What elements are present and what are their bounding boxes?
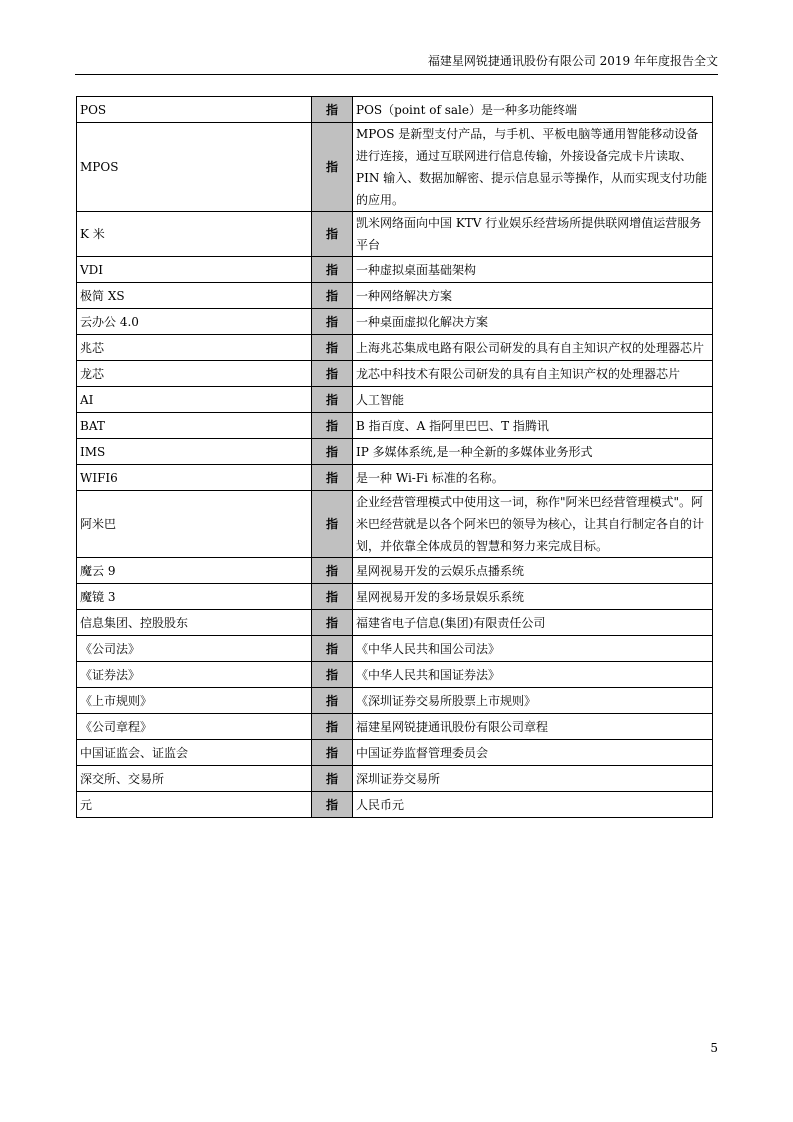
ref-cell: 指	[312, 335, 353, 361]
ref-cell: 指	[312, 387, 353, 413]
term-cell: 阿米巴	[77, 491, 312, 558]
page-number: 5	[710, 1041, 718, 1055]
table-row	[77, 309, 713, 335]
definition-cell: 一种桌面虚拟化解决方案	[353, 309, 713, 335]
term-cell: 《证券法》	[77, 662, 312, 688]
term-cell: 云办公 4.0	[77, 309, 312, 335]
term-cell: BAT	[77, 413, 312, 439]
term-cell: 中国证监会、证监会	[77, 740, 312, 766]
definition-cell: 一种网络解决方案	[353, 283, 713, 309]
term-cell: AI	[77, 387, 312, 413]
definition-cell: 人民币元	[353, 792, 713, 818]
table-row	[77, 465, 713, 491]
term-cell: 《公司法》	[77, 636, 312, 662]
definition-cell: 企业经营管理模式中使用这一词，称作"阿米巴经营管理模式"。阿米巴经营就是以各个阿米巴的领导为核心，让其自行制定各自的计划，并依靠全体成员的智慧和努力来完成目标。	[353, 491, 713, 558]
definition-cell: 凯米网络面向中国 KTV 行业娱乐经营场所提供联网增值运营服务平台	[353, 212, 713, 257]
definition-cell: 是一种 Wi-Fi 标准的名称。	[353, 465, 713, 491]
definition-cell: 一种虚拟桌面基础架构	[353, 257, 713, 283]
ref-cell: 指	[312, 792, 353, 818]
table-row	[77, 792, 713, 818]
table-row	[77, 123, 713, 212]
definition-cell: 龙芯中科技术有限公司研发的具有自主知识产权的处理器芯片	[353, 361, 713, 387]
definition-cell: 星网视易开发的云娱乐点播系统	[353, 558, 713, 584]
table-row	[77, 714, 713, 740]
term-cell: 魔云 9	[77, 558, 312, 584]
term-cell: POS	[77, 97, 312, 123]
ref-cell: 指	[312, 465, 353, 491]
table-row	[77, 740, 713, 766]
term-cell: 《上市规则》	[77, 688, 312, 714]
term-cell: 兆芯	[77, 335, 312, 361]
definition-cell: 《中华人民共和国公司法》	[353, 636, 713, 662]
term-cell: VDI	[77, 257, 312, 283]
definition-cell: B 指百度、A 指阿里巴巴、T 指腾讯	[353, 413, 713, 439]
glossary-table	[76, 96, 713, 818]
ref-cell: 指	[312, 636, 353, 662]
definition-cell: IP 多媒体系统,是一种全新的多媒体业务形式	[353, 439, 713, 465]
definition-cell: 中国证券监督管理委员会	[353, 740, 713, 766]
table-row	[77, 439, 713, 465]
term-cell: 《公司章程》	[77, 714, 312, 740]
definition-cell: 福建星网锐捷通讯股份有限公司章程	[353, 714, 713, 740]
table-row	[77, 97, 713, 123]
table-row	[77, 688, 713, 714]
term-cell: 信息集团、控股股东	[77, 610, 312, 636]
definition-cell: MPOS 是新型支付产品，与手机、平板电脑等通用智能移动设备进行连接，通过互联网进行信息传输，外接设备完成卡片读取、PIN 输入、数据加解密、提示信息显示等操作，从而实现支付功能的应用。	[353, 123, 713, 212]
ref-cell: 指	[312, 662, 353, 688]
ref-cell: 指	[312, 257, 353, 283]
definition-cell: POS（point of sale）是一种多功能终端	[353, 97, 713, 123]
term-cell: 极简 XS	[77, 283, 312, 309]
ref-cell: 指	[312, 740, 353, 766]
table-row	[77, 766, 713, 792]
definition-cell: 《中华人民共和国证券法》	[353, 662, 713, 688]
ref-cell: 指	[312, 283, 353, 309]
ref-cell: 指	[312, 714, 353, 740]
ref-cell: 指	[312, 309, 353, 335]
ref-cell: 指	[312, 491, 353, 558]
definition-cell: 星网视易开发的多场景娱乐系统	[353, 584, 713, 610]
ref-cell: 指	[312, 361, 353, 387]
term-cell: IMS	[77, 439, 312, 465]
table-row	[77, 335, 713, 361]
definition-cell: 《深圳证券交易所股票上市规则》	[353, 688, 713, 714]
ref-cell: 指	[312, 584, 353, 610]
page-header: 福建星网锐捷通讯股份有限公司 2019 年年度报告全文	[427, 54, 718, 68]
table-row	[77, 257, 713, 283]
term-cell: 深交所、交易所	[77, 766, 312, 792]
term-cell: 龙芯	[77, 361, 312, 387]
table-row	[77, 361, 713, 387]
ref-cell: 指	[312, 688, 353, 714]
table-row	[77, 387, 713, 413]
ref-cell: 指	[312, 558, 353, 584]
term-cell: MPOS	[77, 123, 312, 212]
definition-cell: 上海兆芯集成电路有限公司研发的具有自主知识产权的处理器芯片	[353, 335, 713, 361]
ref-cell: 指	[312, 610, 353, 636]
ref-cell: 指	[312, 413, 353, 439]
definition-cell: 深圳证券交易所	[353, 766, 713, 792]
table-row	[77, 283, 713, 309]
ref-cell: 指	[312, 97, 353, 123]
table-row	[77, 662, 713, 688]
ref-cell: 指	[312, 212, 353, 257]
ref-cell: 指	[312, 766, 353, 792]
term-cell: 魔镜 3	[77, 584, 312, 610]
table-row	[77, 413, 713, 439]
table-row	[77, 491, 713, 558]
header-divider	[75, 74, 718, 75]
term-cell: WIFI6	[77, 465, 312, 491]
ref-cell: 指	[312, 123, 353, 212]
table-row	[77, 558, 713, 584]
table-row	[77, 584, 713, 610]
term-cell: K 米	[77, 212, 312, 257]
table-row	[77, 212, 713, 257]
term-cell: 元	[77, 792, 312, 818]
table-row	[77, 636, 713, 662]
definition-cell: 福建省电子信息(集团)有限责任公司	[353, 610, 713, 636]
table-row	[77, 610, 713, 636]
definition-cell: 人工智能	[353, 387, 713, 413]
ref-cell: 指	[312, 439, 353, 465]
